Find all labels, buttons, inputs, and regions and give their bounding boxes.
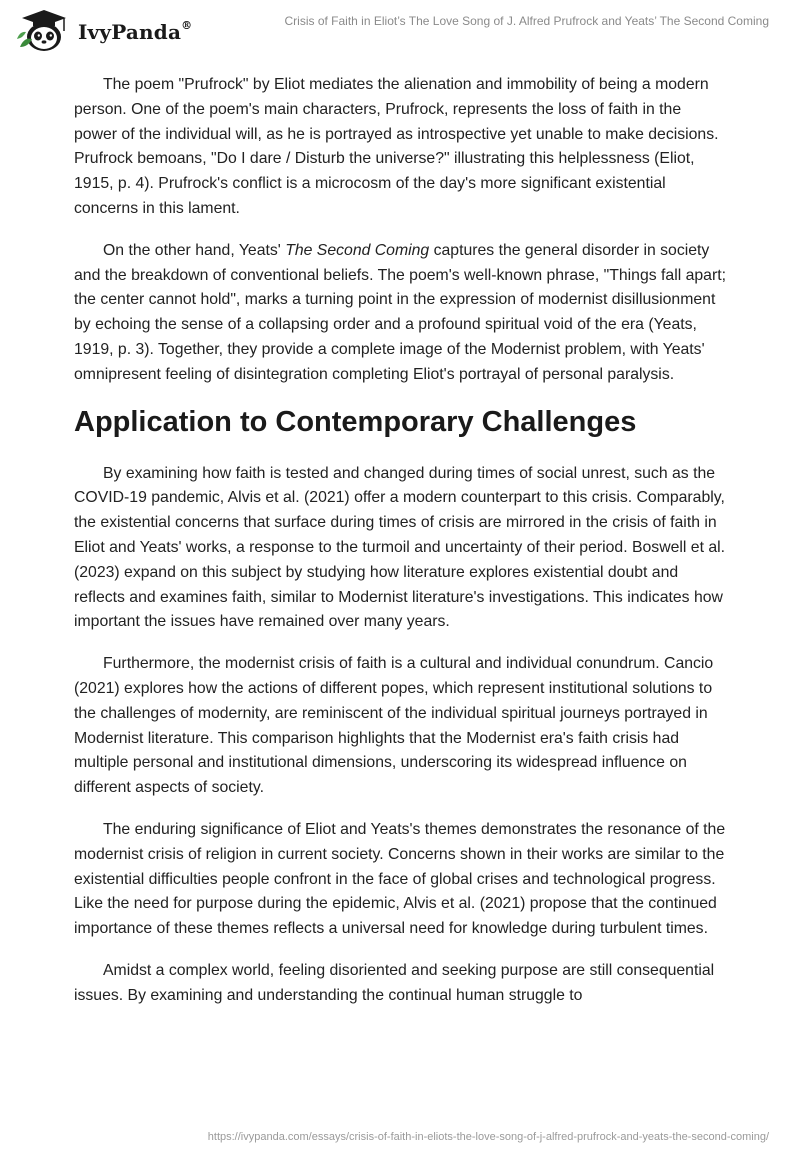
brand-name[interactable]: IvyPanda® xyxy=(78,19,193,44)
paragraph-2-text-b: captures the general disorder in society and the breakdown of conventional beliefs. The poem's well-known phrase, "Things fall apart; the center cannot hold", marks a turning point in the expression of modernist disillusionment by echoing the sense of a collapsing order and a profound spiritual void of the era (Yeats, 1919, p. 3). Together, they provide a complete image of the Modernist problem, with Yeats' omnipresent feeling of disintegration completing Eliot's portrayal of personal paralysis. xyxy=(74,241,726,383)
paragraph-3: By examining how faith is tested and changed during times of social unrest, such as the COVID-19 pandemic, Alvis et al. (2021) offer a modern counterpart to this crisis. Comparably, the existential concerns that surface during times of crisis are mirrored in the crisis of faith in Eliot and Yeats' works, a response to the turmoil and uncertainty of their period. Boswell et al. (2023) expand on this subject by studying how literature explores existential doubt and reflects and examines faith, similar to Modernist literature's investigations. This indicates how important the issues have remained over many years. xyxy=(74,464,726,631)
essay-title: Crisis of Faith in Eliot’s The Love Song of J. Alfred Prufrock and Yeats’ The Second Coming xyxy=(284,14,769,28)
essay-content xyxy=(74,73,726,1026)
page-header xyxy=(0,0,800,60)
panda-graduate-icon[interactable] xyxy=(14,9,74,53)
poem-title-italic: The Second Coming xyxy=(285,241,430,259)
paragraph-2 xyxy=(74,239,726,388)
source-url-link[interactable]: https://ivypanda.com/essays/crisis-of-faith-in-eliots-the-love-song-of-j-alfred-prufrock-and-yeats-the-second-coming/ xyxy=(207,1131,769,1143)
paragraph-1: The poem "Prufrock" by Eliot mediates the alienation and immobility of being a modern person. One of the poem's main characters, Prufrock, represents the loss of faith in the power of the individual will, as he is portrayed as introspective yet unable to make decisions. Prufrock bemoans, "Do I dare / Disturb the universe?" illustrating this helplessness (Eliot, 1915, p. 4). Prufrock's conflict is a microcosm of the day's more significant existential concerns in this lament. xyxy=(74,76,719,217)
registered-mark: ® xyxy=(181,19,193,33)
paragraph-4: Furthermore, the modernist crisis of faith is a cultural and individual conundrum. Cancio (2021) explores how the actions of different popes, which represent institutional solutions to the challenges of modernity, are reminiscent of the individual spiritual journeys portrayed in Modernist literature. This comparison highlights that the Modernist era's faith crisis had multiple personal and institutional dimensions, underscoring its widespread influence on different aspects of society. xyxy=(74,655,714,797)
paragraph-5: The enduring significance of Eliot and Yeats's themes demonstrates the resonance of the modernist crisis of religion in current society. Concerns shown in their works are similar to the existential difficulties people confront in the face of global crises and technological progress. Like the need for purpose during the epidemic, Alvis et al. (2021) propose that the continued importance of these themes reflects a universal need for knowledge during turbulent times. xyxy=(74,820,726,938)
paragraph-6: Amidst a complex world, feeling disoriented and seeking purpose are still consequential issues. By examining and understanding the continual human struggle to xyxy=(74,961,715,1004)
paragraph-2-text-a: On the other hand, Yeats' xyxy=(103,241,286,259)
section-heading: Application to Contemporary Challenges xyxy=(74,405,637,438)
